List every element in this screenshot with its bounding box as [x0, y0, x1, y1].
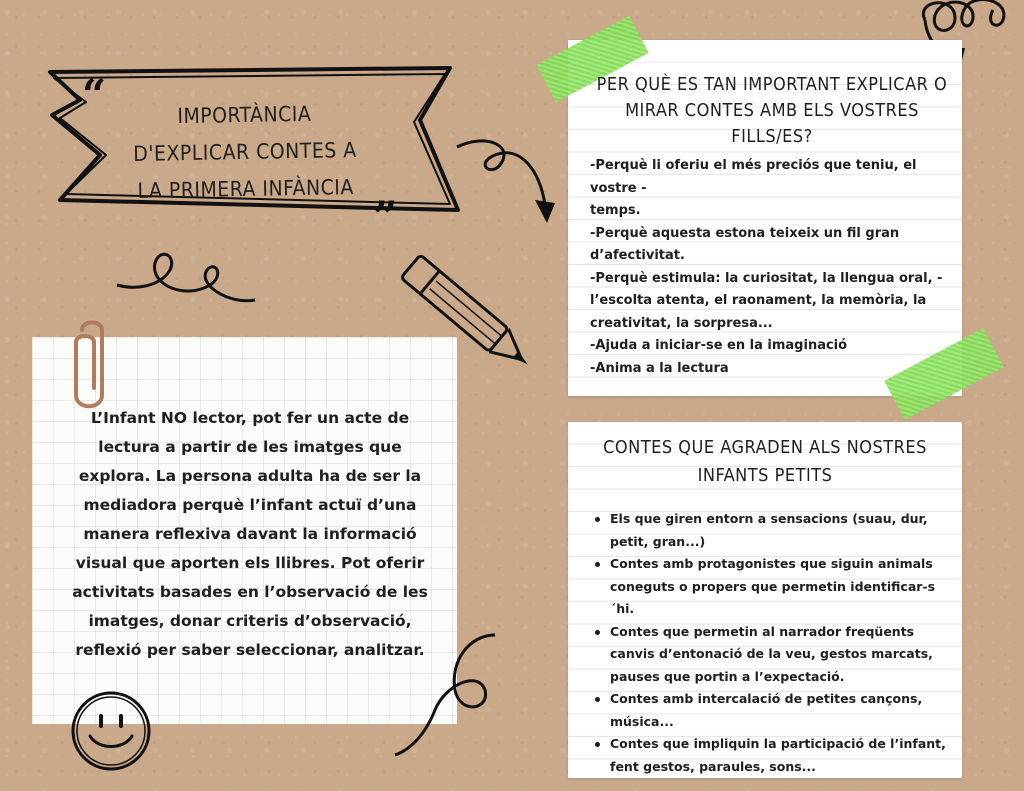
banner-title-line: D'EXPLICAR CONTES A — [133, 138, 357, 166]
list-item — [610, 621, 955, 689]
banner-title-line: LA PRIMERA INFÀNCIA — [137, 175, 354, 203]
list-item — [610, 553, 955, 621]
list-item-line: coneguts o propers que permetin identificar-s´hi. — [610, 578, 936, 616]
list-item-line: pauses que portin a l’expectació. — [610, 668, 845, 684]
question1-list — [590, 155, 958, 380]
question2-title-line: INFANTS PETITS — [697, 465, 833, 486]
intro-line: reflexió per saber seleccionar, analitzar. — [75, 641, 425, 659]
intro-line: manera reflexiva davant la informació — [83, 525, 417, 543]
swirl-bottom-icon — [390, 630, 505, 760]
list-item: -Perquè aquesta estona teixeix un fil gran — [590, 225, 900, 241]
list-item: -Ajuda a iniciar-se en la imaginació — [590, 338, 848, 353]
list-item-line: fent gestos, paraules, sons... — [610, 758, 816, 774]
banner-title-line: IMPORTÀNCIA — [177, 101, 312, 129]
list-item-line: Contes amb intercalació de petites cançons, — [610, 691, 923, 706]
list-item: temps. — [590, 203, 641, 218]
list-item: d’afectivitat. — [590, 248, 685, 263]
intro-line: visual que aporten els llibres. Pot oferir — [75, 554, 425, 572]
list-item-line: Contes que permetin al narrador freqüents — [610, 623, 915, 639]
list-item — [610, 508, 955, 553]
paperclip-icon — [68, 320, 116, 410]
curly-arrow-icon — [455, 135, 565, 225]
intro-line: mediadora perquè l’infant actuï d’una — [83, 496, 417, 514]
list-item-line: Contes amb protagonistes que siguin animals — [610, 556, 933, 571]
list-item: -Anima a la lectura — [590, 360, 729, 376]
list-item-line: Els que giren entorn a sensacions (suau, dur, — [610, 511, 928, 526]
question1-title — [590, 72, 954, 150]
intro-text — [55, 404, 445, 665]
question1-title-line: FILLS/ES? — [731, 126, 813, 147]
question1-title-line: PER QUÈ ES TAN IMPORTANT EXPLICAR O — [596, 74, 948, 95]
swirl-icon — [115, 245, 265, 315]
list-item: l’escolta atenta, el raonament, la memòria, la — [590, 293, 927, 308]
intro-line: lectura a partir de les imatges que — [98, 438, 402, 456]
quote-open-icon: “ — [82, 70, 107, 119]
intro-line: explora. La persona adulta ha de ser la — [78, 467, 422, 485]
banner-title — [99, 94, 391, 210]
list-item — [610, 688, 955, 733]
list-item-line: música... — [610, 713, 674, 729]
list-item-line: canvis d’entonació de la veu, gestos marcats, — [610, 646, 933, 661]
list-item: -Perquè estimula: la curiositat, la llengua oral, - — [590, 270, 943, 286]
list-item — [610, 733, 955, 778]
list-item-line: Contes que impliquin la participació de l’infant, — [610, 736, 946, 751]
list-item: -Perquè li oferiu el més preciós que teniu, el vostre - — [590, 158, 917, 196]
intro-line: activitats basades en l’observació de les — [72, 583, 428, 601]
question2-title-line: CONTES QUE AGRADEN ALS NOSTRES — [603, 437, 927, 458]
question2-title — [580, 434, 950, 490]
smiley-icon — [68, 688, 154, 774]
list-item: creativitat, la sorpresa... — [590, 315, 773, 331]
question1-title-line: MIRAR CONTES AMB ELS VOSTRES — [625, 100, 919, 121]
quote-close-icon: „ — [374, 168, 399, 217]
question2-list — [610, 508, 955, 778]
intro-line: L’Infant NO lector, pot fer un acte de — [90, 409, 410, 427]
list-item-line: petit, gran...) — [610, 533, 706, 549]
intro-line: imatges, donar criteris d’observació, — [88, 612, 412, 630]
